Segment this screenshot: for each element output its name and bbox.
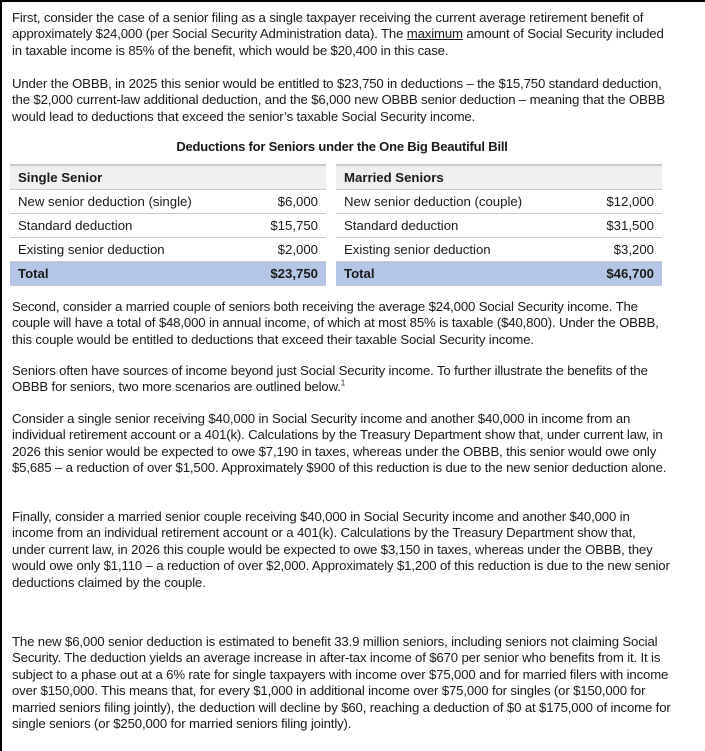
text-span: First, consider the case of a senior filing as a single taxpayer receiving the current average retirement benefit of approximately $24,000 (per Social Security Administration data). The bbox=[12, 10, 644, 42]
table-row bbox=[336, 214, 662, 238]
row-label: New senior deduction (single) bbox=[10, 190, 247, 214]
table-header-row bbox=[10, 165, 326, 190]
row-label: Existing senior deduction bbox=[336, 238, 581, 262]
row-value: $2,000 bbox=[247, 238, 326, 262]
row-label: Existing senior deduction bbox=[10, 238, 247, 262]
row-value: $15,750 bbox=[247, 214, 326, 238]
text-span: Seniors often have sources of income beyond just Social Security income. To further illustrate the benefits of the OBBB for seniors, two more scenarios are outlined below. bbox=[12, 363, 648, 395]
table-row bbox=[336, 190, 662, 214]
table-row bbox=[10, 190, 326, 214]
table-row bbox=[336, 238, 662, 262]
total-label: Total bbox=[10, 262, 247, 286]
row-value: $12,000 bbox=[581, 190, 662, 214]
total-value: $46,700 bbox=[581, 262, 662, 286]
total-label: Total bbox=[336, 262, 581, 286]
table-header-row bbox=[336, 165, 662, 190]
row-label: Standard deduction bbox=[10, 214, 247, 238]
row-label: Standard deduction bbox=[336, 214, 581, 238]
paragraph-other-income bbox=[12, 363, 672, 396]
row-value: $31,500 bbox=[581, 214, 662, 238]
single-senior-table bbox=[10, 164, 326, 286]
paragraph-single-scenario: Consider a single senior receiving $40,000 in Social Security income and another $40,000 in income from an individual retirement account or a 401(k). Calculations by the Treasury Department show that, under current law, in 2026 this senior would be expected to owe $7,190 in taxes, whereas under the OBBB, this senior would owe only $5,685 – a reduction of over $1,500. Approximately $900 of this reduction is due to the new senior deduction alone. bbox=[12, 411, 667, 476]
footnote-marker: 1 bbox=[340, 379, 346, 389]
table-title: Deductions for Seniors under the One Big Beautiful Bill bbox=[176, 139, 508, 154]
table-row bbox=[10, 214, 326, 238]
paragraph-single-senior-intro bbox=[12, 10, 672, 59]
paragraph-married-scenario: Finally, consider a married senior couple receiving $40,000 in Social Security income and another $40,000 in income from an individual retirement account or a 401(k). Calculations by the Treasury Department show that, under current law, in 2026 this couple would be expected to owe $3,150 in taxes, whereas under the OBBB, they would owe only $1,110 – a reduction of over $2,000. Approximately $1,200 of this reduction is due to the new senior deductions claimed by the couple. bbox=[12, 509, 670, 590]
married-seniors-table bbox=[336, 164, 662, 286]
table-total-row bbox=[336, 262, 662, 286]
text-span: amount of Social Security included in taxable income is 85% of the benefit, which would be $20,400 in this case. bbox=[12, 26, 664, 58]
table-total-row bbox=[10, 262, 326, 286]
table-header: Single Senior bbox=[10, 165, 326, 190]
row-label: New senior deduction (couple) bbox=[336, 190, 581, 214]
table-row bbox=[10, 238, 326, 262]
paragraph-phase-out: The new $6,000 senior deduction is estimated to benefit 33.9 million seniors, including seniors not claiming Social Security. The deduction yields an average increase in after-tax income of $670 per senior who benefits from it. It is subject to a phase out at a 6% rate for single taxpayers with income over $75,000 and for married filers with income over $150,000. This means that, for every $1,000 in additional income over $75,000 for singles (or $150,000 for married seniors filing jointly), the deduction will decline by $60, reaching a deduction of $0 at $175,000 of income for single seniors (or $250,000 for married seniors filing jointly). bbox=[12, 634, 671, 732]
row-value: $6,000 bbox=[247, 190, 326, 214]
paragraph-married-couple: Second, consider a married couple of seniors both receiving the average $24,000 Social Security income. The couple will have a total of $48,000 in annual income, of which at most 85% is taxable ($40,800). Under the OBBB, this couple would be entitled to deductions that exceed their taxable Social Security income. bbox=[12, 299, 659, 347]
paragraph-obbb-single-deductions: Under the OBBB, in 2025 this senior would be entitled to $23,750 in deductions – the $15,750 standard deduction, the $2,000 current-law additional deduction, and the $6,000 new OBBB senior deduction – meaning that the OBBB would lead to deductions that exceed the senior’s taxable Social Security income. bbox=[12, 76, 665, 124]
table-header: Married Seniors bbox=[336, 165, 662, 190]
row-value: $3,200 bbox=[581, 238, 662, 262]
underlined-term: maximum bbox=[406, 26, 463, 42]
total-value: $23,750 bbox=[247, 262, 326, 286]
document-page bbox=[2, 2, 705, 751]
